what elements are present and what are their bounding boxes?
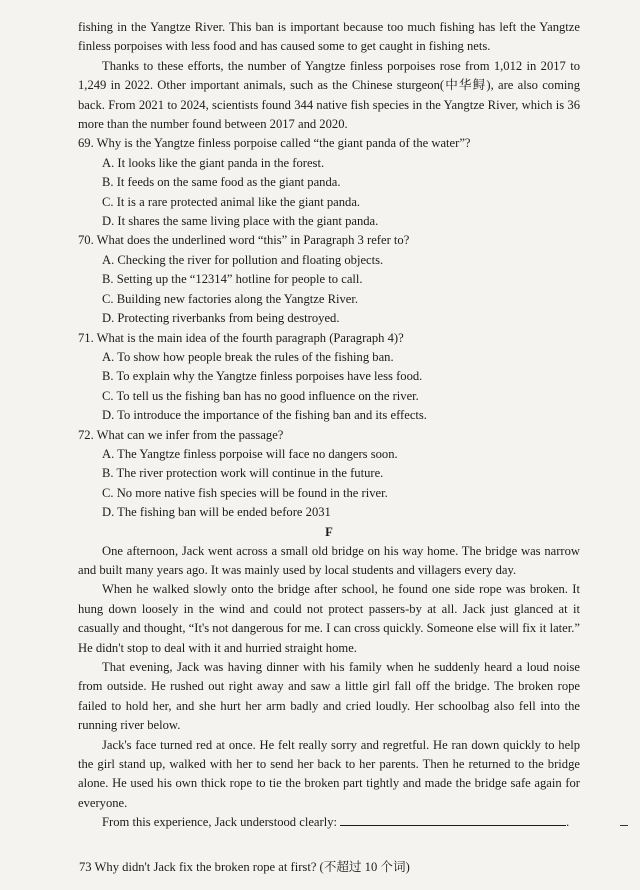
question-stem: 72. What can we infer from the passage? [78,427,284,442]
question-70 [78,231,580,328]
section-heading: F [325,524,333,539]
passage-paragraph: fishing in the Yangtze River. This ban is important because too much fishing has left the Yangtze finless porpoises with less food and has caused some to get caught in fishing nets. [78,20,580,54]
question-69 [78,134,580,231]
option: D. To introduce the importance of the fishing ban and its effects. [102,408,427,423]
option: C. Building new factories along the Yangtze River. [102,291,359,306]
conclusion-prompt: From this experience, Jack understood clearly: [102,815,338,830]
story-paragraph: Jack's face turned red at once. He felt really sorry and regretful. He ran down quickly to help the girl stand up, walked with her to send her back to her parents. Then he returned to the bridge alone. He used his own thick rope to tie the broken part tightly and made the bridge safe again for everyone. [78,737,580,810]
question-72 [78,426,580,523]
question-stem: 71. What is the main idea of the fourth paragraph (Paragraph 4)? [78,330,404,345]
option: A. It looks like the giant panda in the forest. [102,155,325,170]
option: A. The Yangtze finless porpoise will face no dangers soon. [102,446,398,461]
option: B. To explain why the Yangtze finless porpoises have less food. [102,369,423,384]
option: A. Checking the river for pollution and floating objects. [102,252,384,267]
option: C. No more native fish species will be found in the river. [102,485,388,500]
passage-paragraph: Thanks to these efforts, the number of Yangtze finless porpoises rose from 1,012 in 2017 to 1,249 in 2022. Other important animals, such as the Chinese sturgeon(中华鲟), are also coming back. From 2021 to 2024, scientists found 344 native fish species in the Yangtze River, which is 36 more than the number found between 2017 and 2020. [78,58,580,132]
question-stem: 70. What does the underlined word “this” in Paragraph 3 refer to? [78,233,410,248]
story-paragraph: That evening, Jack was having dinner with his family when he suddenly heard a loud noise from outside. He rushed out right away and saw a little girl fall off the bridge. The broken rope failed to hold her, and she hurt her arm badly and cried loudly. Her schoolbag also fell into the running river below. [78,660,580,733]
margin-mark [620,825,628,826]
option: D. It shares the same living place with the giant panda. [102,214,379,229]
option: A. To show how people break the rules of the fishing ban. [102,349,394,364]
option: B. Setting up the “12314” hotline for people to call. [102,272,363,287]
option: D. Protecting riverbanks from being destroyed. [102,311,340,326]
story-paragraph: When he walked slowly onto the bridge after school, he found one side rope was broken. It hung down loosely in the wind and could not protect passers-by at all. Jack just glanced at it casually and thought, “It's not dangerous for me. I can cross quickly. Someone else will fix it later.” He didn't stop to deal with it and hurried straight home. [78,582,580,655]
exam-page [78,18,580,833]
question-71 [78,329,580,426]
option: C. To tell us the fishing ban has no good influence on the river. [102,388,419,403]
option: C. It is a rare protected animal like the giant panda. [102,194,361,209]
option: D. The fishing ban will be ended before 2031 [102,505,331,520]
story-paragraph: One afternoon, Jack went across a small old bridge on his way home. The bridge was narrow and built many years ago. It was mainly used by local students and villagers every day. [78,543,580,577]
option: B. The river protection work will continue in the future. [102,466,384,481]
question-73: 73 Why didn't Jack fix the broken rope at first? (不超过 10 个词) [79,860,410,874]
answer-blank[interactable] [340,813,566,826]
option: B. It feeds on the same food as the giant panda. [102,175,341,190]
conclusion-line [78,813,580,832]
question-stem: 69. Why is the Yangtze finless porpoise called “the giant panda of the water”? [78,136,471,151]
conclusion-period: . [566,815,570,830]
